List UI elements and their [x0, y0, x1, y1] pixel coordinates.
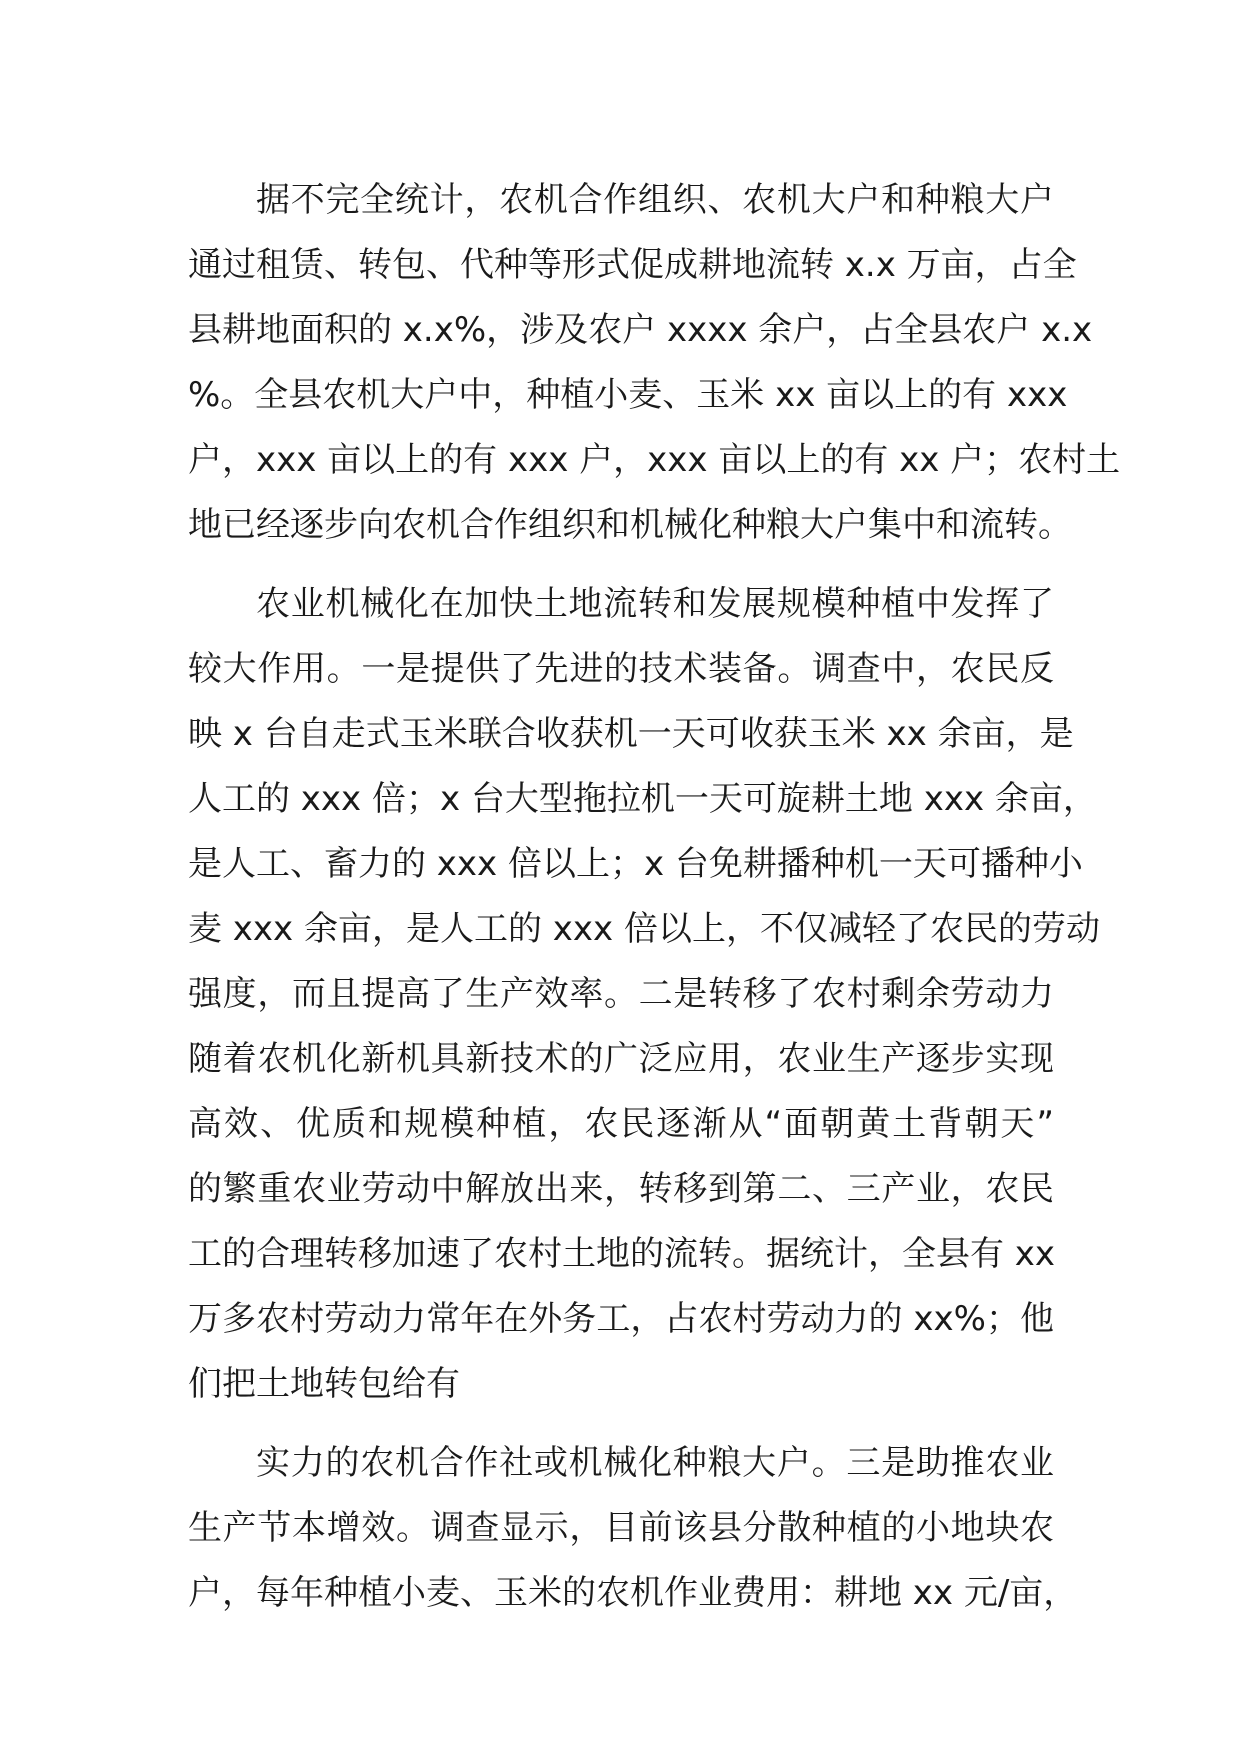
text-line: 的繁重农业劳动中解放出来，转移到第二、三产业，农民 — [188, 1169, 1054, 1209]
text-line: 人工的 xxx 倍；x 台大型拖拉机一天可旋耕土地 xxx 余亩， — [188, 779, 1097, 819]
text-line: 较大作用。一是提供了先进的技术装备。调查中，农民反 — [188, 649, 1054, 689]
paragraph-gap — [188, 1417, 1054, 1431]
paragraph-2 — [188, 572, 1100, 1417]
text-line: 随着农机化新机具新技术的广泛应用，农业生产逐步实现 — [188, 1039, 1054, 1079]
paragraph-3 — [188, 1431, 1078, 1626]
paragraph-1 — [188, 168, 1121, 558]
text-line: %。全县农机大户中，种植小麦、玉米 xx 亩以上的有 xxx — [188, 375, 1068, 415]
text-line: 地已经逐步向农机合作组织和机械化种粮大户集中和流转。 — [188, 505, 1072, 545]
text-line: 映 x 台自走式玉米联合收获机一天可收获玉米 xx 余亩，是 — [188, 714, 1074, 754]
text-line: 实力的农机合作社或机械化种粮大户。三是助推农业 — [256, 1443, 1054, 1483]
text-line: 工的合理转移加速了农村土地的流转。据统计，全县有 xx — [188, 1234, 1056, 1274]
text-line: 通过租赁、转包、代种等形式促成耕地流转 x.x 万亩，占全 — [188, 245, 1077, 285]
text-line: 户，xxx 亩以上的有 xxx 户，xxx 亩以上的有 xx 户；农村土 — [188, 440, 1121, 480]
text-line: 强度，而且提高了生产效率。二是转移了农村剩余劳动力 — [188, 974, 1054, 1014]
text-line: 县耕地面积的 x.x%，涉及农户 xxxx 余户，占全县农户 x.x — [188, 310, 1093, 350]
text-line: 生产节本增效。调查显示，目前该县分散种植的小地块农 — [188, 1508, 1054, 1548]
text-line: 高效、优质和规模种植，农民逐渐从“面朝黄土背朝天” — [188, 1104, 1054, 1144]
text-line: 据不完全统计，农机合作组织、农机大户和种粮大户 — [256, 180, 1054, 220]
text-line: 麦 xxx 余亩，是人工的 xxx 倍以上，不仅减轻了农民的劳动 — [188, 909, 1100, 949]
text-line: 农业机械化在加快土地流转和发展规模种植中发挥了 — [256, 584, 1054, 624]
text-line: 是人工、畜力的 xxx 倍以上；x 台免耕播种机一天可播种小 — [188, 844, 1083, 884]
text-line: 户，每年种植小麦、玉米的农机作业费用：耕地 xx 元/亩， — [188, 1573, 1078, 1613]
text-line: 万多农村劳动力常年在外务工，占农村劳动力的 xx%；他 — [188, 1299, 1054, 1339]
document-body — [188, 168, 1121, 1626]
paragraph-gap — [188, 558, 1054, 572]
text-line: 们把土地转包给有 — [188, 1364, 460, 1404]
